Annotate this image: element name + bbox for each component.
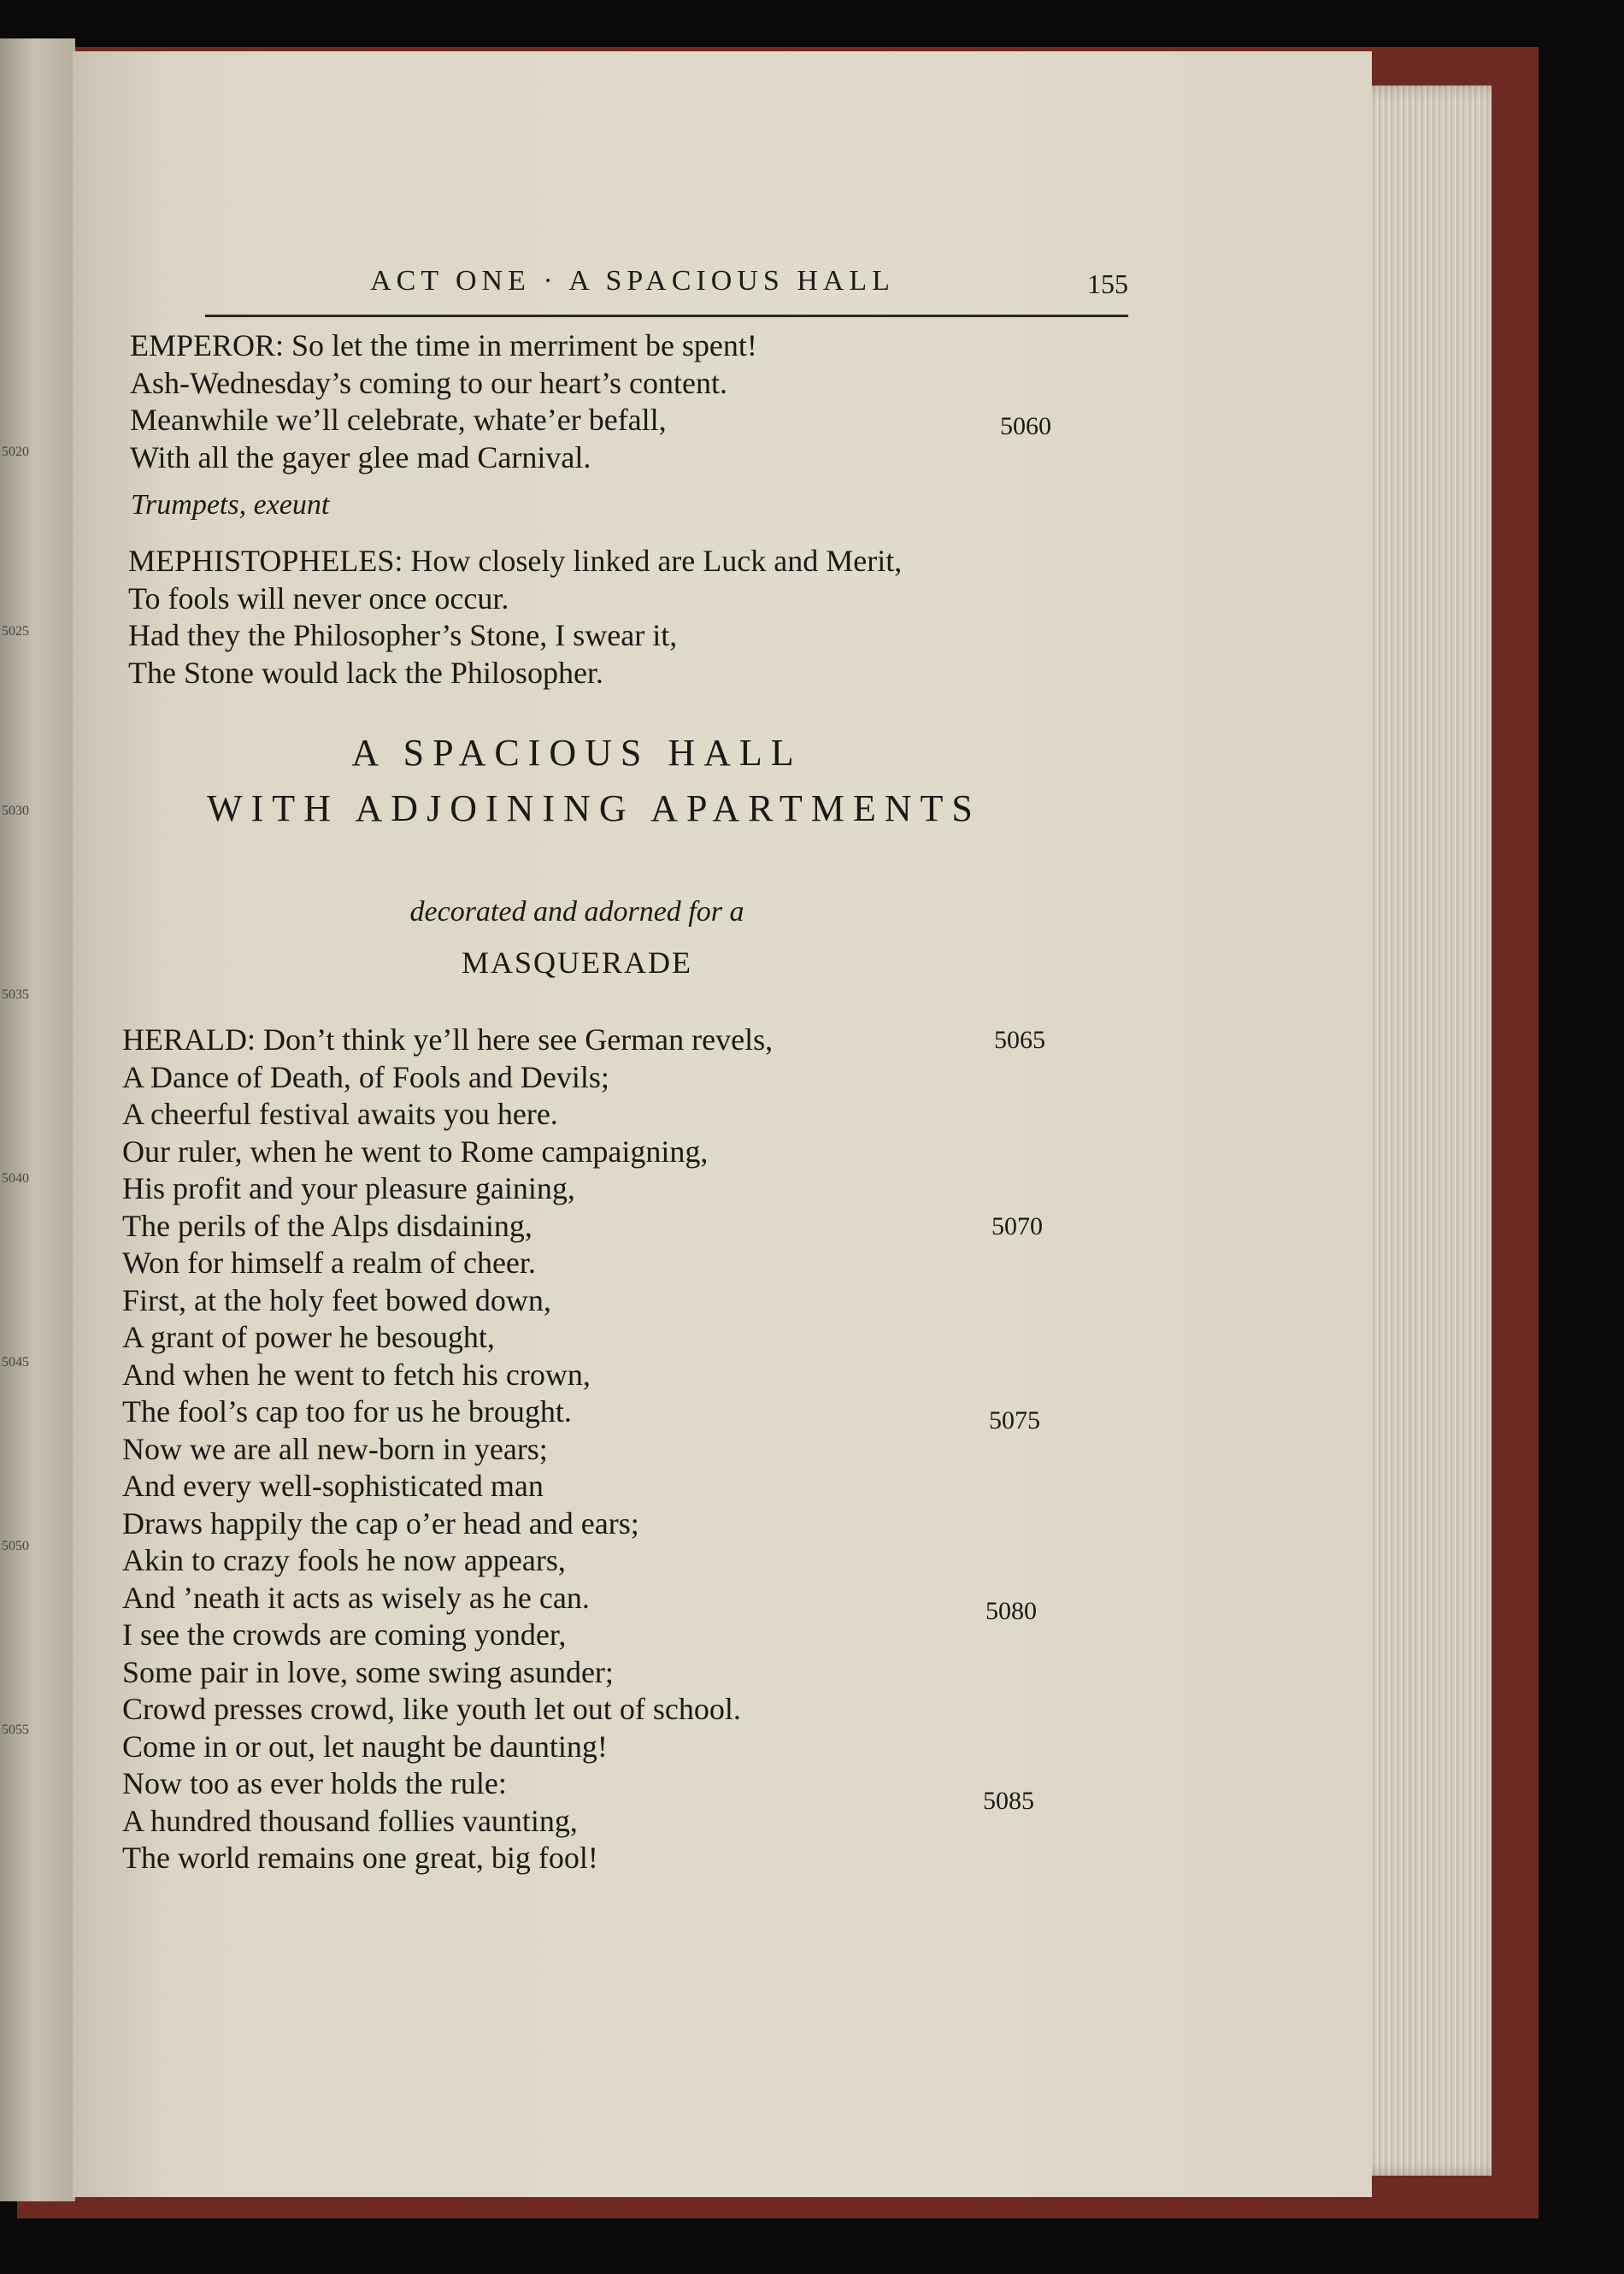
running-head: ACT ONE · A SPACIOUS HALL [370,265,895,297]
verse-line: Had they the Philosopher’s Stone, I swear it, [128,618,678,652]
page-header [205,205,1128,316]
verse-line: First, at the holy feet bowed down, [122,1282,551,1317]
verse-line: EMPEROR: So let the time in merriment be spent! [130,328,757,362]
verse-line: Now too as ever holds the rule: [122,1766,507,1800]
verse-line: Some pair in love, some swing asunder; [122,1654,614,1689]
scene-heading-4 [192,945,962,981]
verse-line: To fools will never once occur. [128,580,509,616]
verse-line: And every well-sophisticated man [122,1469,544,1503]
prev-line-number: 5050 [2,1539,29,1553]
scene-heading-2 [124,786,1064,830]
verse-line: A cheerful festival awaits you here. [122,1097,558,1131]
scene-heading-3 [192,896,962,928]
mephistopheles-speech [128,543,902,692]
verse-line: Our ruler, when he went to Rome campaigning, [122,1134,709,1169]
line-number: 5080 [986,1597,1037,1625]
header-rule [205,315,1128,317]
verse-line: The fool’s cap too for us he brought. [122,1394,572,1429]
verse-line: Come in or out, let naught be daunting! [122,1729,608,1764]
verse-line: His profit and your pleasure gaining, [122,1171,575,1205]
verse-line: Draws happily the cap o’er head and ears; [122,1505,639,1541]
herald-speech [122,1022,773,1877]
verse-line: Ash-Wednesday’s coming to our heart’s content. [130,365,727,400]
scene-title-line1: A SPACIOUS HALL [351,732,803,774]
verse-line: Won for himself a realm of cheer. [122,1246,536,1280]
stage-direction: Trumpets, exeunt [131,489,330,521]
verse-line: I see the crowds are coming yonder, [122,1617,567,1652]
prev-line-number: 5020 [2,445,29,459]
page-number: 155 [1087,268,1128,299]
line-number: 5070 [991,1212,1043,1240]
verse-line: And when he went to fetch his crown, [122,1357,591,1392]
emperor-speech [130,327,757,476]
scene-subtitle: decorated and adorned for a [409,896,744,928]
verse-line: The world remains one great, big fool! [122,1841,598,1875]
verse-line: A Dance of Death, of Fools and Devils; [122,1059,609,1094]
verse-line: MEPHISTOPHELES: How closely linked are Luck and Merit, [128,544,903,578]
prev-line-number: 5040 [2,1171,29,1186]
scene-title-masquerade: MASQUERADE [461,946,692,980]
prev-line-number: 5055 [2,1723,29,1737]
prev-line-number: 5045 [2,1355,29,1370]
book-page [73,51,1372,2197]
verse-line: Crowd presses crowd, like youth let out of school. [122,1692,741,1726]
verse-line: Now we are all new-born in years; [122,1431,548,1466]
scene-heading [192,731,962,775]
line-number: 5085 [983,1787,1034,1815]
verse-line: Akin to crazy fools he now appears, [122,1543,566,1577]
verse-line: A hundred thousand follies vaunting, [122,1803,578,1838]
verse-line: With all the gayer glee mad Carnival. [130,439,591,474]
line-number: 5060 [1000,412,1051,440]
prev-line-number: 5025 [2,624,29,639]
verse-line: The perils of the Alps disdaining, [122,1208,533,1243]
scene-title-line2: WITH ADJOINING APARTMENTS [207,787,981,829]
prev-line-number: 5030 [2,804,29,818]
prev-line-number: 5035 [2,987,29,1002]
verse-line: HERALD: Don’t think ye’ll here see German revels, [122,1022,774,1057]
verse-line: The Stone would lack the Philosopher. [128,655,603,690]
verse-line: Meanwhile we’ll celebrate, whate’er befall, [130,403,667,437]
verse-line: And ’neath it acts as wisely as he can. [122,1580,590,1615]
previous-page-edge [0,38,75,2201]
line-number: 5075 [989,1406,1040,1435]
verse-line: A grant of power he besought, [122,1320,495,1354]
line-number: 5065 [994,1026,1045,1054]
